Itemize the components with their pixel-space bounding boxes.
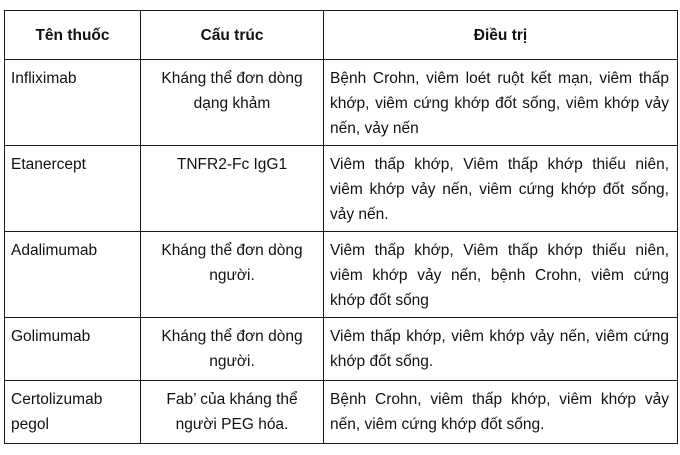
drug-name-cell: Etanercept xyxy=(5,146,141,232)
drug-name-cell: Adalimumab xyxy=(5,232,141,318)
table-header-row xyxy=(5,11,678,60)
structure-cell: Kháng thể đơn dòng người. xyxy=(141,232,324,318)
structure-cell: Kháng thể đơn dòng người. xyxy=(141,318,324,381)
structure-cell: Kháng thể đơn dòng dạng khảm xyxy=(141,60,324,146)
drug-name-cell: Infliximab xyxy=(5,60,141,146)
table-row xyxy=(5,381,678,444)
treatment-cell: Viêm thấp khớp, Viêm thấp khớp thiếu niên, viêm khớp vảy nến, bệnh Crohn, viêm cứng khớp đốt sống xyxy=(324,232,678,318)
header-drug-name: Tên thuốc xyxy=(5,11,141,60)
treatment-cell: Viêm thấp khớp, viêm khớp vảy nến, viêm cứng khớp đốt sống. xyxy=(324,318,678,381)
treatment-cell: Bệnh Crohn, viêm thấp khớp, viêm khớp vảy nến, viêm cứng khớp đốt sống. xyxy=(324,381,678,444)
table-row xyxy=(5,232,678,318)
treatment-cell: Viêm thấp khớp, Viêm thấp khớp thiếu niên, viêm khớp vảy nến, viêm cứng khớp đốt sống, vảy nến. xyxy=(324,146,678,232)
structure-cell: Fab’ của kháng thể người PEG hóa. xyxy=(141,381,324,444)
structure-cell: TNFR2-Fc IgG1 xyxy=(141,146,324,232)
drug-name-cell: Golimumab xyxy=(5,318,141,381)
header-treatment: Điều trị xyxy=(324,11,678,60)
table-row xyxy=(5,146,678,232)
table-row xyxy=(5,60,678,146)
drug-name-cell: Certolizumab pegol xyxy=(5,381,141,444)
drug-table xyxy=(4,10,678,444)
header-structure: Cấu trúc xyxy=(141,11,324,60)
treatment-cell: Bệnh Crohn, viêm loét ruột kết mạn, viêm thấp khớp, viêm cứng khớp đốt sống, viêm khớp vảy nến, vảy nến xyxy=(324,60,678,146)
table-row xyxy=(5,318,678,381)
